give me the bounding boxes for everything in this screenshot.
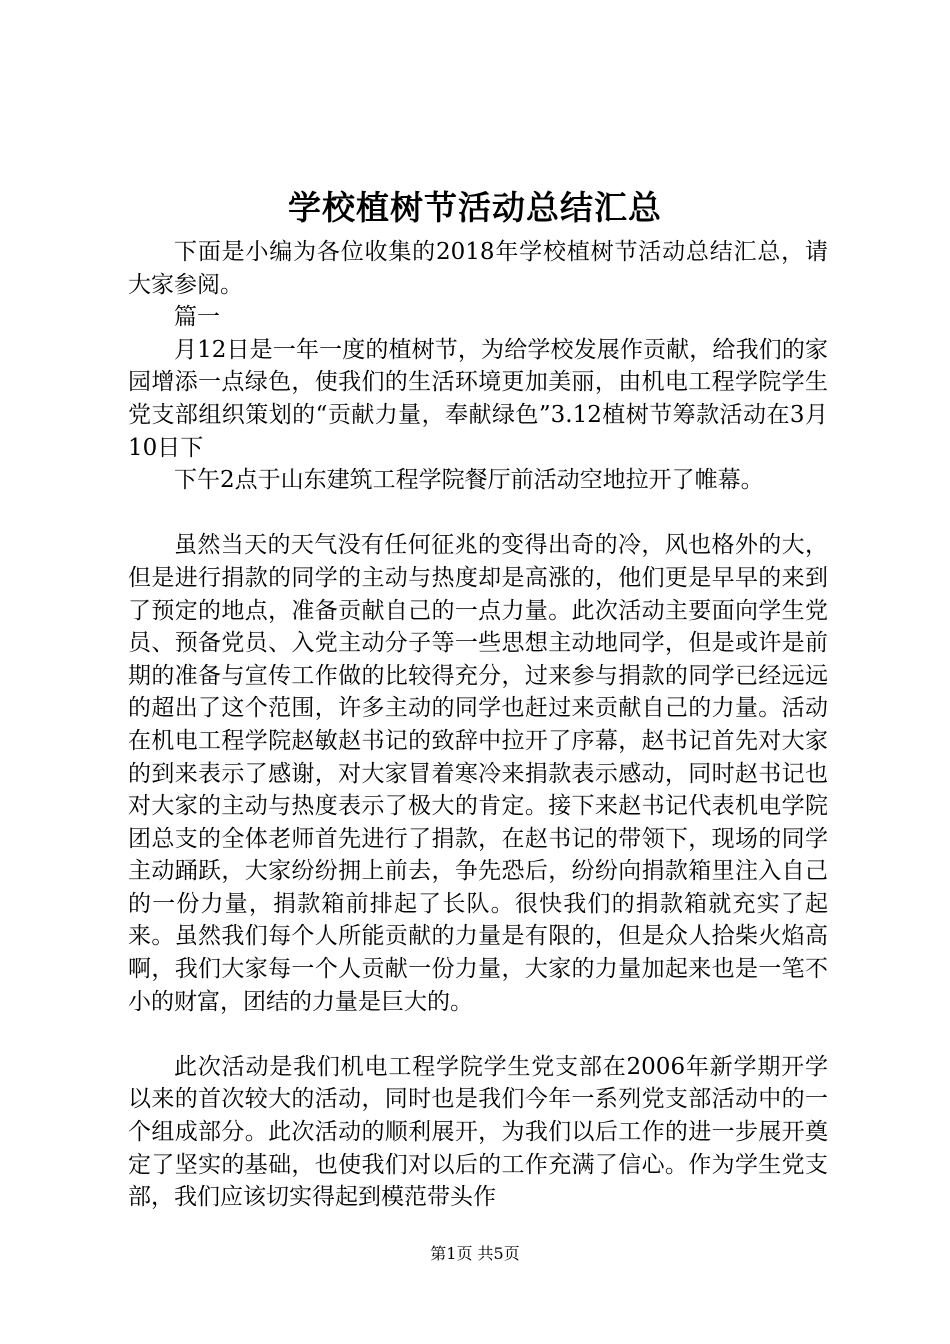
document-title: 学校植树节活动总结汇总 [288,188,662,227]
paragraph-spacer [128,497,828,530]
paragraph-event-summary: 此次活动是我们机电工程学院学生党支部在2006年新学期开学以来的首次较大的活动，同时也是我们今年一系列党支部活动中的一个组成部分。此次活动的顺利展开，为我们以后工作的进一步展开奠定了坚实的基础，也使我们对以后的工作充满了信心。作为学生党支部，我们应该切实得起到模范带头作 [128,1053,828,1211]
paragraph-intro: 下面是小编为各位收集的2018年学校植树节活动总结汇总，请大家参阅。 [128,239,828,298]
paragraph-event-time: 下午2点于山东建筑工程学院餐厅前活动空地拉开了帷幕。 [174,467,764,494]
paragraph-event-details: 虽然当天的天气没有任何征兆的变得出奇的冷，风也格外的大，但是进行捐款的同学的主动与热度却是高涨的，他们更是早早的来到了预定的地点，准备贡献自己的一点力量。此次活动主要面向学生党员、预备党员、入党主动分子等一些思想主动地同学，但是或许是前期的准备与宣传工作做的比较得充分，过来参与捐款的同学已经远远的超出了这个范围，许多主动的同学也赶过来贡献自己的力量。活动在机电工程学院赵敏赵书记的致辞中拉开了序幕，赵书记首先对大家的到来表示了感谢，对大家冒着寒冷来捐款表示感动，同时赵书记也对大家的主动与热度表示了极大的肯定。接下来赵书记代表机电学院团总支的全体老师首先进行了捐款，在赵书记的带领下，现场的同学主动踊跃，大家纷纷拥上前去，争先恐后，纷纷向捐款箱里注入自己的一份力量，捐款箱前排起了长队。很快我们的捐款箱就充实了起来。虽然我们每个人所能贡献的力量是有限的，但是众人拾柴火焰高啊，我们大家每一个人贡献一份力量，大家的力量加起来也是一笔不小的财富，团结的力量是巨大的。 [128,532,828,1015]
paragraph-event-intro: 月12日是一年一度的植树节，为给学校发展作贡献，给我们的家园增添一点绿色，使我们的生活环境更加美丽，由机电工程学院学生党支部组织策划的“贡献力量，奉献绿色”3.12植树节筹款活动在3月10日下 [128,336,828,461]
page-footer: 第1页 共5页 [430,1244,520,1263]
paragraph-spacer [128,1018,828,1051]
paragraph-section-heading: 篇一 [174,304,220,331]
document-body [128,236,828,1214]
